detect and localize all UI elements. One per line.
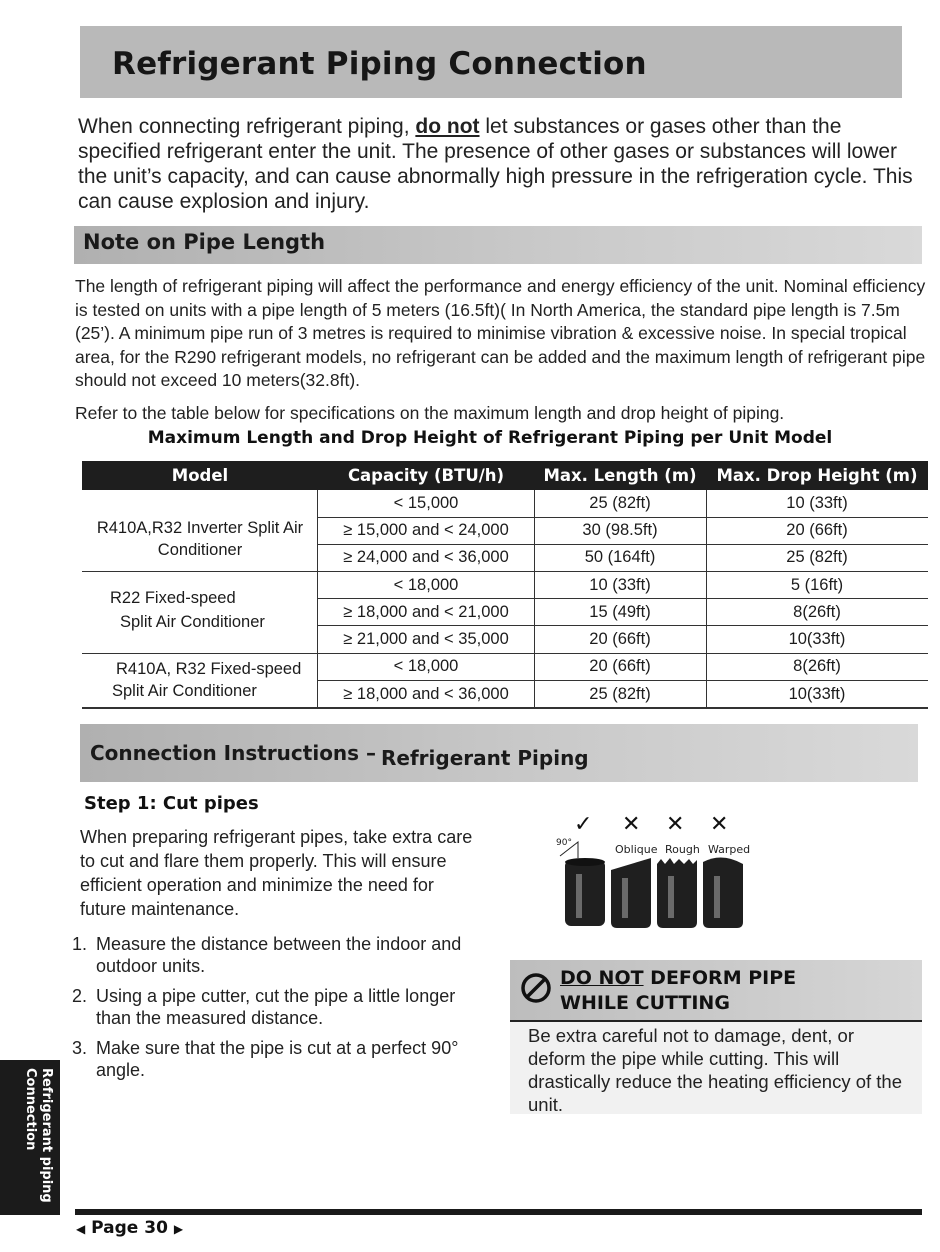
cross-icon: ✕: [710, 812, 729, 837]
capacity-cell: < 18,000: [393, 576, 459, 594]
header-capacity: Capacity (BTU/h): [347, 466, 505, 485]
model-cell: R410A, R32 Fixed-speed Split Air Conditioner: [112, 660, 302, 700]
table-divider: [318, 680, 928, 681]
connection-subheading: Refrigerant Piping: [381, 746, 589, 770]
pipe-cut-illustration: [552, 812, 762, 932]
piping-table: [82, 461, 928, 709]
header-max-drop: Max. Drop Height (m): [716, 466, 918, 485]
pipe-rough: [657, 858, 697, 928]
table-divider: [82, 707, 928, 709]
capacity-cell: < 18,000: [393, 657, 459, 675]
warped-label: Warped: [708, 843, 751, 856]
check-icon: ✓: [574, 812, 593, 837]
footer-rule: [75, 1209, 922, 1215]
table-divider: [706, 490, 707, 708]
table-divider: [318, 598, 928, 599]
list-item: 3. Make sure that the pipe is cut at a perfect 90° angle.: [72, 1038, 459, 1080]
drop-cell: 5 (16ft): [790, 576, 844, 594]
pipe-good: [565, 858, 605, 926]
length-cell: 25 (82ft): [589, 685, 651, 703]
drop-cell: 10(33ft): [788, 685, 846, 703]
drop-cell: 10(33ft): [788, 630, 846, 648]
warning-title: DO NOT DEFORM PIPE WHILE CUTTING: [560, 967, 797, 1014]
next-page-icon[interactable]: ▶: [173, 1222, 184, 1236]
drop-cell: 8(26ft): [793, 657, 841, 675]
pipe-length-heading: Note on Pipe Length: [83, 230, 326, 254]
length-cell: 20 (66ft): [589, 657, 651, 675]
page-number: [76, 1218, 183, 1238]
length-cell: 25 (82ft): [589, 494, 651, 512]
capacity-cell: ≥ 18,000 and < 21,000: [343, 603, 509, 621]
rough-label: Rough: [665, 843, 700, 856]
table-divider: [82, 653, 928, 654]
table-divider: [318, 517, 928, 518]
length-cell: 30 (98.5ft): [582, 521, 658, 539]
capacity-cell: ≥ 24,000 and < 36,000: [343, 548, 509, 566]
drop-cell: 8(26ft): [793, 603, 841, 621]
prev-page-icon[interactable]: ◀: [76, 1222, 86, 1236]
angle-label: 90°: [556, 838, 572, 848]
intro-paragraph: When connecting refrigerant piping, do not let substances or gases other than the specified refrigerant enter the unit. The presence of other gases or substances will lower the unit’s capacity, and can cause abnormally high pressure in the refrigeration cycle. This can cause explosion and injury.: [78, 115, 913, 213]
step-intro: When preparing refrigerant pipes, take extra care to cut and flare them properly. This will ensure efficient operation and minimize the need for future maintenance.: [80, 827, 473, 919]
capacity-cell: ≥ 15,000 and < 24,000: [343, 521, 509, 539]
capacity-cell: ≥ 18,000 and < 36,000: [343, 685, 509, 703]
table-divider: [82, 571, 928, 572]
pipe-drawings: [552, 812, 762, 932]
capacity-cell: ≥ 21,000 and < 35,000: [343, 630, 509, 648]
length-cell: 50 (164ft): [584, 548, 656, 566]
side-tab-label: Refrigerant piping Connection: [23, 1068, 54, 1203]
table-divider: [534, 490, 535, 708]
prohibited-icon: [520, 972, 552, 1008]
cross-icon: ✕: [622, 812, 641, 837]
oblique-label: Oblique: [615, 843, 658, 856]
drop-cell: 25 (82ft): [786, 548, 848, 566]
step-title: Step 1: Cut pipes: [84, 793, 259, 814]
warning-text: Be extra careful not to damage, dent, or deform the pipe while cutting. This will drastically reduce the heating efficiency of the unit.: [528, 1025, 902, 1115]
list-item: 1. Measure the distance between the indoor and outdoor units.: [72, 934, 462, 976]
pipe-oblique: [611, 858, 651, 928]
length-cell: 15 (49ft): [589, 603, 651, 621]
pipe-warped: [703, 857, 743, 928]
table-reference-paragraph: Refer to the table below for specifications on the maximum length and drop height of piping.: [75, 403, 785, 423]
page-title: Refrigerant Piping Connection: [112, 46, 647, 82]
drop-cell: 10 (33ft): [786, 494, 848, 512]
step-list: [72, 933, 492, 1089]
table-divider: [318, 625, 928, 626]
length-cell: 10 (33ft): [589, 576, 651, 594]
model-cell: R22 Fixed-speed Split Air Conditioner: [110, 589, 265, 631]
header-model: Model: [171, 466, 229, 485]
connection-heading: Connection Instructions –: [90, 741, 377, 765]
length-cell: 20 (66ft): [589, 630, 651, 648]
table-divider: [318, 544, 928, 545]
table-title: Maximum Length and Drop Height of Refrigerant Piping per Unit Model: [147, 428, 833, 448]
intro-emphasis: do not: [415, 115, 480, 138]
table-divider: [317, 490, 318, 708]
pipe-length-paragraph: The length of refrigerant piping will affect the performance and energy efficiency of the unit. Nominal efficiency is tested on units with a pipe length of 5 meters (16.5ft)( In North America, the standard pipe length is 7.5m (25’). A minimum pipe run of 3 metres is required to minimise vibration & excessive noise. In special tropical area, for the R290 refrigerant models, no refrigerant can be added and the maximum length of refrigerant pipe should not exceed 10 meters(32.8ft).: [75, 276, 926, 390]
drop-cell: 20 (66ft): [786, 521, 848, 539]
header-max-length: Max. Length (m): [543, 466, 697, 485]
list-item: 2. Using a pipe cutter, cut the pipe a little longer than the measured distance.: [72, 986, 456, 1028]
cross-icon: ✕: [666, 812, 685, 837]
capacity-cell: < 15,000: [393, 494, 459, 512]
model-cell: R410A,R32 Inverter Split Air Conditioner: [96, 519, 304, 559]
page-label: Page 30: [91, 1218, 168, 1238]
angle-marker: [560, 842, 578, 858]
